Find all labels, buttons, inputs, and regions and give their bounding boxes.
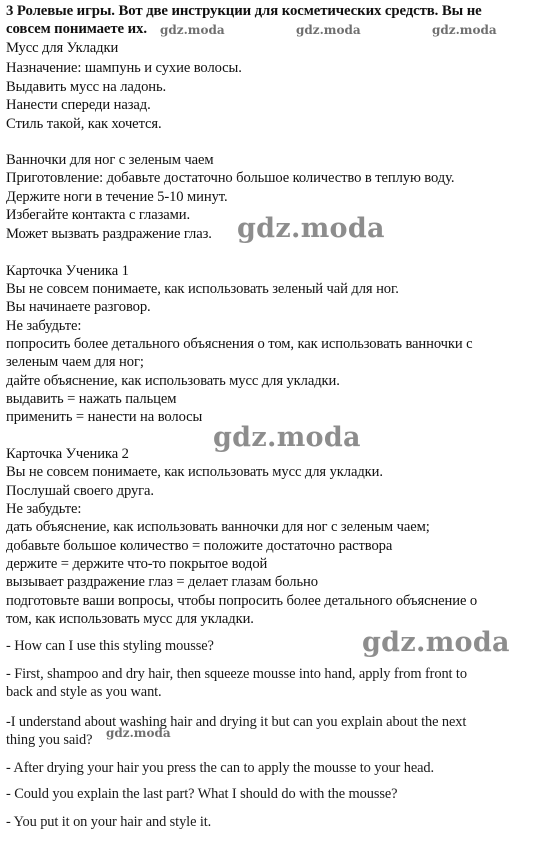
card2-line: держите = держите что-то покрытое водой [6,556,268,572]
watermark-large: gdz.moda [362,627,510,658]
card2-line: Не забудьте: [6,501,82,517]
card2-title: Карточка Ученика 2 [6,446,129,462]
footbath-line: Держите ноги в течение 5-10 минут. [6,189,228,205]
mousse-title: Мусс для Укладки [6,40,119,56]
card1-line: Не забудьте: [6,318,82,334]
watermark-large: gdz.moda [213,422,361,453]
card1-line: Вы не совсем понимаете, как использовать зеленый чай для ног. [6,281,399,297]
mousse-line: Стиль такой, как хочется. [6,116,162,132]
card2-line: Вы не совсем понимаете, как использовать мусс для укладки. [6,464,383,480]
watermark-small: gdz.moda [296,23,361,37]
footbath-line: Избегайте контакта с глазами. [6,207,191,223]
mousse-line: Нанести спереди назад. [6,97,151,113]
watermark-small: gdz.moda [432,23,497,37]
card1-line: попросить более детального объяснения о том, как использовать ванночки с [6,336,473,352]
dialogue-line: - How can I use this styling mousse? [6,638,214,654]
watermark-large: gdz.moda [237,213,385,244]
card2-line: вызывает раздражение глаз = делает глазам больно [6,574,318,590]
card1-line: зеленым чаем для ног; [6,354,144,370]
card1-title: Карточка Ученика 1 [6,263,129,279]
exercise-heading-line-2: совсем понимаете их. [6,21,147,37]
card2-line: дать объяснение, как использовать ванночки для ног с зеленым чаем; [6,519,430,535]
mousse-line: Назначение: шампунь и сухие волосы. [6,60,242,76]
card2-line: добавьте большое количество = положите достаточно раствора [6,538,393,554]
card2-line: Послушай своего друга. [6,483,154,499]
dialogue-line: - First, shampoo and dry hair, then squeeze mousse into hand, apply from front to [6,666,467,682]
watermark-small: gdz.moda [160,23,225,37]
footbath-line: Может вызвать раздражение глаз. [6,226,212,242]
card1-line: Вы начинаете разговор. [6,299,151,315]
footbath-line: Приготовление: добавьте достаточно большое количество в теплую воду. [6,170,455,186]
card1-line: выдавить = нажать пальцем [6,391,177,407]
dialogue-line: - You put it on your hair and style it. [6,814,212,830]
dialogue-line: - After drying your hair you press the can to apply the mousse to your head. [6,760,435,776]
dialogue-line: thing you said? [6,732,93,748]
card1-line: применить = нанести на волосы [6,409,203,425]
dialogue-line: -I understand about washing hair and drying it but can you explain about the next [6,714,467,730]
card2-line: подготовьте ваши вопросы, чтобы попросить более детального объяснение о [6,593,478,609]
card2-line: том, как использовать мусс для укладки. [6,611,254,627]
dialogue-line: - Could you explain the last part? What I should do with the mousse? [6,786,398,802]
dialogue-line: back and style as you want. [6,684,162,700]
footbath-title: Ванночки для ног с зеленым чаем [6,152,214,168]
watermark-small: gdz.moda [106,726,171,740]
mousse-line: Выдавить мусс на ладонь. [6,79,167,95]
card1-line: дайте объяснение, как использовать мусс для укладки. [6,373,340,389]
exercise-heading-line-1: 3 Ролевые игры. Вот две инструкции для косметических средств. Вы не [6,3,482,19]
